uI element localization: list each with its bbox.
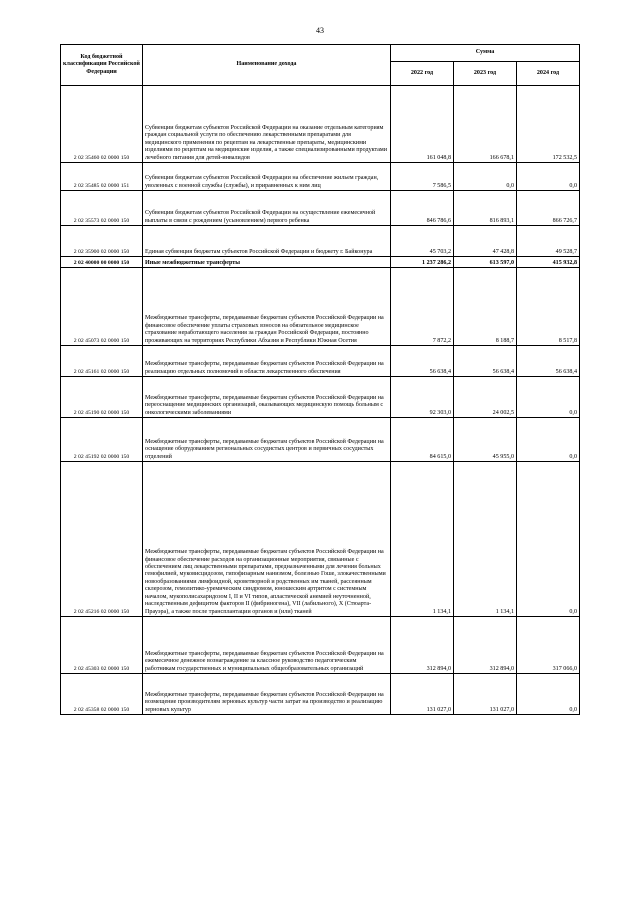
- row-code: 2 02 45303 02 0000 150: [61, 617, 143, 674]
- header-year-2024: 2024 год: [517, 62, 580, 86]
- table-row: [61, 346, 580, 377]
- row-name: Субвенции бюджетам субъектов Российской Федерации на оказание отдельным категориям граждан социальной услуги по обеспечению лекарственными препаратами для медицинского применения по рецептам на лекарственные препараты, медицинскими изделиями по рецептам на медицинские изделия, а также специализированными продуктами лечебного питания для детей-инвалидов: [143, 86, 391, 163]
- row-code: 2 02 45192 02 0000 150: [61, 418, 143, 462]
- row-amount-2024: 0,0: [517, 163, 580, 191]
- row-amount-2022: 846 786,6: [391, 191, 454, 226]
- row-amount-2023: 47 428,8: [454, 226, 517, 257]
- row-amount-2022: 92 303,0: [391, 377, 454, 418]
- row-amount-2024: 0,0: [517, 418, 580, 462]
- row-code: 2 02 40000 00 0000 150: [61, 257, 143, 268]
- row-amount-2023: 312 894,0: [454, 617, 517, 674]
- row-name: Субвенции бюджетам субъектов Российской Федерации на осуществление ежемесячной выплаты в связи с рождением (усыновлением) первого ребенка: [143, 191, 391, 226]
- row-code: 2 02 45190 02 0000 150: [61, 377, 143, 418]
- row-amount-2024: 49 528,7: [517, 226, 580, 257]
- row-name: Межбюджетные трансферты, передаваемые бюджетам субъектов Российской Федерации на финансовое обеспечение уплаты страховых взносов на обязательное медицинское страхование неработающего населения за граждан Российской Федерации, постоянно проживающих на территориях Республики Абхазия и Республики Южная Осетия: [143, 268, 391, 346]
- row-amount-2024: 317 066,0: [517, 617, 580, 674]
- table-row: [61, 617, 580, 674]
- row-amount-2023: 45 955,0: [454, 418, 517, 462]
- row-name: Межбюджетные трансферты, передаваемые бюджетам субъектов Российской Федерации на оснащение оборудованием региональных сосудистых центров и первичных сосудистых отделений: [143, 418, 391, 462]
- row-amount-2024: 172 532,5: [517, 86, 580, 163]
- table-row: [61, 226, 580, 257]
- row-amount-2023: 613 597,0: [454, 257, 517, 268]
- table-row: [61, 674, 580, 715]
- row-amount-2022: 45 703,2: [391, 226, 454, 257]
- table-row: [61, 268, 580, 346]
- header-name: Наименование дохода: [143, 45, 391, 86]
- row-amount-2022: 7 586,5: [391, 163, 454, 191]
- row-amount-2023: 0,0: [454, 163, 517, 191]
- row-amount-2022: 1 134,1: [391, 462, 454, 617]
- row-code: 2 02 35573 02 0000 150: [61, 191, 143, 226]
- table-row: [61, 377, 580, 418]
- row-name: Субвенции бюджетам субъектов Российской Федерации на обеспечение жильем граждан, уволенных с военной службы (службы), и приравненных к ним лиц: [143, 163, 391, 191]
- row-code: 2 02 45073 02 0000 150: [61, 268, 143, 346]
- row-amount-2022: 131 027,0: [391, 674, 454, 715]
- row-amount-2022: 312 894,0: [391, 617, 454, 674]
- row-name: Межбюджетные трансферты, передаваемые бюджетам субъектов Российской Федерации на финансовое обеспечение расходов на организационные мероприятия, связанные с обеспечением лиц лекарственными препаратами, предназначенными для лечения больных гемофилией, муковисцидозом, гипофизарным нанизмом, болезнью Гоше, злокачественными новообразованиями лимфоидной, кроветворной и родственных им тканей, рассеянным склерозом, гемолитико-уремическим синдромом, юношеским артритом с системным началом, мукополисахаридозом I, II и VI типов, апластической анемией неуточненной, наследственным дефицитом факторов II (фибриногена), VII (лабильного), X (Стюарта-Прауэра), а также после трансплантации органов и (или) тканей: [143, 462, 391, 617]
- row-amount-2023: 56 638,4: [454, 346, 517, 377]
- row-code: 2 02 35460 02 0000 150: [61, 86, 143, 163]
- row-amount-2023: 8 188,7: [454, 268, 517, 346]
- table-row: [61, 418, 580, 462]
- row-amount-2023: 24 002,5: [454, 377, 517, 418]
- row-amount-2024: 0,0: [517, 674, 580, 715]
- row-name: Межбюджетные трансферты, передаваемые бюджетам субъектов Российской Федерации на переоснащение медицинских организаций, оказывающих медицинскую помощь больным с онкологическими заболеваниями: [143, 377, 391, 418]
- table-row: [61, 86, 580, 163]
- row-amount-2024: 415 932,8: [517, 257, 580, 268]
- table-row: [61, 191, 580, 226]
- page-number: 43: [316, 26, 324, 35]
- table-row: [61, 462, 580, 617]
- row-code: 2 02 35485 02 0000 151: [61, 163, 143, 191]
- row-code: 2 02 35900 02 0000 150: [61, 226, 143, 257]
- row-amount-2023: 1 134,1: [454, 462, 517, 617]
- row-amount-2022: 7 872,2: [391, 268, 454, 346]
- header-code: Код бюджетной классификации Российской Федерации: [61, 45, 143, 86]
- row-amount-2022: 84 615,0: [391, 418, 454, 462]
- row-code: 2 02 45161 02 0000 150: [61, 346, 143, 377]
- row-amount-2022: 56 638,4: [391, 346, 454, 377]
- row-name: Иные межбюджетные трансферты: [143, 257, 391, 268]
- row-code: 2 02 45216 02 0000 150: [61, 462, 143, 617]
- header-year-2022: 2022 год: [391, 62, 454, 86]
- budget-table: [60, 44, 580, 715]
- row-amount-2024: 0,0: [517, 462, 580, 617]
- row-amount-2022: 161 048,8: [391, 86, 454, 163]
- table-body: [61, 86, 580, 715]
- row-amount-2024: 0,0: [517, 377, 580, 418]
- table-row: [61, 163, 580, 191]
- row-name: Единая субвенция бюджетам субъектов Российской Федерации и бюджету г. Байконура: [143, 226, 391, 257]
- row-amount-2022: 1 237 286,2: [391, 257, 454, 268]
- row-amount-2023: 131 027,0: [454, 674, 517, 715]
- header-year-2023: 2023 год: [454, 62, 517, 86]
- row-amount-2023: 166 678,1: [454, 86, 517, 163]
- row-name: Межбюджетные трансферты, передаваемые бюджетам субъектов Российской Федерации на реализацию отдельных полномочий в области лекарственного обеспечения: [143, 346, 391, 377]
- table-row: [61, 257, 580, 268]
- row-amount-2024: 56 638,4: [517, 346, 580, 377]
- row-amount-2024: 8 517,8: [517, 268, 580, 346]
- row-amount-2024: 866 726,7: [517, 191, 580, 226]
- row-code: 2 02 45358 02 0000 150: [61, 674, 143, 715]
- header-sum: Сумма: [391, 45, 580, 62]
- row-name: Межбюджетные трансферты, передаваемые бюджетам субъектов Российской Федерации на ежемесячное денежное вознаграждение за классное руководство педагогическим работникам государственных и муниципальных общеобразовательных организаций: [143, 617, 391, 674]
- row-amount-2023: 816 893,1: [454, 191, 517, 226]
- row-name: Межбюджетные трансферты, передаваемые бюджетам субъектов Российской Федерации на возмещение производителям зерновых культур части затрат на производство и реализацию зерновых культур: [143, 674, 391, 715]
